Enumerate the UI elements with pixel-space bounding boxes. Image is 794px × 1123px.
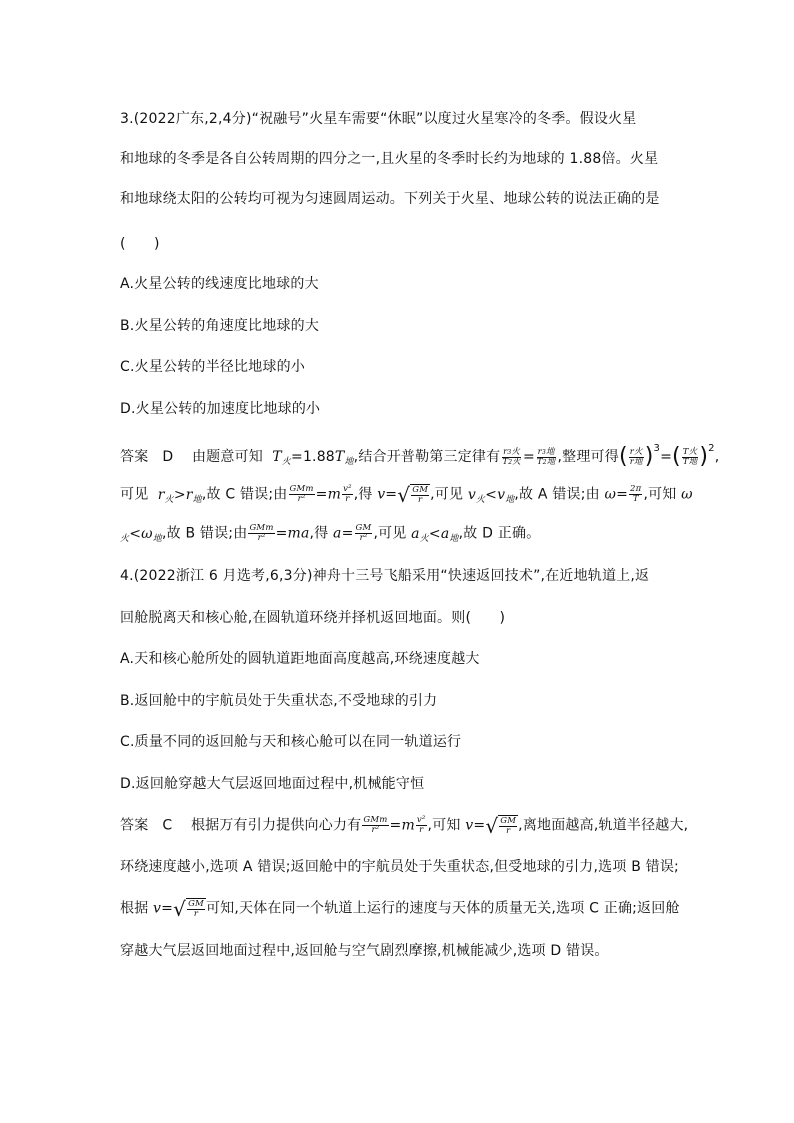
q4-answer-line-1 bbox=[120, 815, 688, 836]
formula: $\frac{2\pi}{T}$ bbox=[630, 484, 642, 504]
formula: $\frac{\text{r3地}}{\text{T2地}}$ bbox=[536, 446, 556, 467]
formula: ω bbox=[676, 486, 693, 503]
formula: $r_火>r_地$ bbox=[153, 486, 202, 505]
formula: $a_火<a_地$ bbox=[406, 525, 459, 544]
q3-stem-line-1: 3.(2022广东,2,4分)“祝融号”火星车需要“休眠”以度过火星寒冷的冬季。假设火星 bbox=[120, 111, 637, 127]
formula: $\frac{\text{v²}}{r}$ bbox=[343, 484, 352, 504]
formula: ω= bbox=[599, 486, 629, 503]
q4-option-b: B.返回舱中的宇航员处于失重状态,不受地球的引力 bbox=[120, 693, 438, 709]
q3-stem-line-2: 和地球的冬季是各自公转周期的四分之一,且火星的冬季时长约为地球的 1.88倍。火星 bbox=[120, 151, 659, 167]
answer-text: ,故 D 正确。 bbox=[458, 525, 541, 542]
formula: $\frac{\text{GMm}}{\text{r²}}$ bbox=[363, 815, 388, 835]
formula: =ma bbox=[275, 525, 310, 542]
answer-label: 答案 bbox=[120, 449, 149, 465]
formula: $\frac{\text{GMm}}{\text{r²}}$ bbox=[289, 484, 314, 504]
formula: √ $\frac{GM}{r}$ bbox=[397, 482, 429, 507]
q3-answer-line-1: 答案 D 由题意可知 $T_火=1.88T_地$,结合开普勒第三定律有 $\frac{\text{r3火}}{\text{T2火}}$ = $\frac{\text{r3地}}{\text{T2地}}$ ,整理可得( $\frac{\text{r火}}{\text{r地}}$ )$^3$=( $\frac{\text{T火}}{\text{T地}}$ )$^2$, bbox=[120, 443, 720, 469]
q4-answer-line-4: 穿越大气层返回地面过程中,返回舱与空气剧烈摩擦,机械能减少,选项 D 错误。 bbox=[120, 943, 609, 959]
formula: v= bbox=[148, 900, 174, 917]
answer-text: ,可见 bbox=[430, 486, 464, 503]
formula: √ $\frac{GM}{r}$ bbox=[173, 896, 204, 921]
q4-option-c: C.质量不同的返回舱与天和核心舱可以在同一轨道运行 bbox=[120, 734, 462, 750]
formula: ( $\frac{\text{r火}}{\text{r地}}$ )$^3$=( $\frac{\text{T火}}{\text{T地}}$ )$^2$, bbox=[618, 443, 720, 469]
q3-option-a: A.火星公转的线速度比地球的大 bbox=[120, 276, 319, 292]
q3-answer-line-2 bbox=[120, 484, 693, 509]
answer-text: 根据 bbox=[120, 900, 149, 917]
q3-stem-line-3: 和地球绕太阳的公转均可视为匀速圆周运动。下列关于火星、地球公转的说法正确的是 bbox=[120, 191, 660, 207]
formula: v= bbox=[460, 817, 486, 834]
answer-text: ,故 B 错误;由 bbox=[161, 525, 248, 542]
answer-text: ,离地面越高,轨道半径越大, bbox=[518, 817, 689, 834]
formula: a= bbox=[328, 525, 354, 542]
q3-option-d: D.火星公转的加速度比地球的小 bbox=[120, 401, 321, 417]
q4-answer-line-3 bbox=[120, 898, 680, 919]
formula: $_火<\omega_地$ bbox=[120, 525, 162, 544]
formula: v= bbox=[372, 486, 398, 503]
q3-answer-line-3 bbox=[120, 524, 540, 548]
formula: $\frac{\text{GMm}}{\text{r²}}$ bbox=[249, 523, 274, 543]
answer-text: ,整理可得 bbox=[557, 449, 619, 465]
answer-label: 答案 bbox=[120, 817, 149, 834]
answer-text: ,可见 bbox=[373, 525, 407, 542]
formula: √ $\frac{GM}{r}$ bbox=[485, 813, 517, 838]
answer-text: ,可知 bbox=[643, 486, 677, 503]
formula: $T_地$ bbox=[334, 449, 354, 467]
answer-text: ,故 A 错误;由 bbox=[514, 486, 600, 503]
answer-choice: C bbox=[162, 817, 173, 834]
answer-text: 可知,天体在同一个轨道上运行的速度与天体的质量无关,选项 C 正确;返回舱 bbox=[205, 900, 680, 917]
q4-option-d: D.返回舱穿越大气层返回地面过程中,机械能守恒 bbox=[120, 776, 425, 792]
answer-text: ,故 C 错误;由 bbox=[201, 486, 288, 503]
q4-answer-line-2: 环绕速度越小,选项 A 错误;返回舱中的宇航员处于失重状态,但受地球的引力,选项 B 错误; bbox=[120, 859, 679, 875]
answer-text: ,得 bbox=[309, 525, 329, 542]
answer-text: ,结合开普勒第三定律有 bbox=[353, 449, 501, 465]
answer-text: ,得 bbox=[353, 486, 373, 503]
formula: $\frac{GM}{\text{r²}}$ bbox=[355, 523, 372, 543]
q4-stem-line-1: 4.(2022浙江 6 月选考,6,3分)神舟十三号飞船采用“快速返回技术”,在近地轨道上,返 bbox=[120, 568, 650, 584]
answer-text: ,可知 bbox=[427, 817, 461, 834]
q3-option-b: B.火星公转的角速度比地球的大 bbox=[120, 318, 320, 334]
answer-choice: D bbox=[162, 449, 174, 465]
formula: $\frac{\text{v²}}{r}$ bbox=[416, 815, 426, 835]
formula: $\frac{\text{r3火}}{\text{T2火}}$ bbox=[502, 446, 521, 467]
q3-option-c: C.火星公转的半径比地球的小 bbox=[120, 359, 306, 375]
formula: $v_火<v_地$ bbox=[463, 486, 515, 505]
q4-option-a: A.天和核心舱所处的圆轨道距地面高度越高,环绕速度越大 bbox=[120, 651, 480, 667]
answer-text: =1.88 bbox=[291, 449, 335, 465]
answer-text: 由题意可知 bbox=[191, 449, 263, 465]
answer-text: 可见 bbox=[120, 486, 149, 503]
q3-answer-blank: ( ) bbox=[120, 236, 160, 252]
answer-text: 根据万有引力提供向心力有 bbox=[190, 817, 362, 834]
formula: $T_火$ bbox=[267, 449, 292, 467]
formula: =m bbox=[389, 817, 415, 834]
q4-stem-line-2: 回舱脱离天和核心舱,在圆轨道环绕并择机返回地面。则( ) bbox=[120, 610, 506, 626]
formula: =m bbox=[315, 486, 342, 503]
